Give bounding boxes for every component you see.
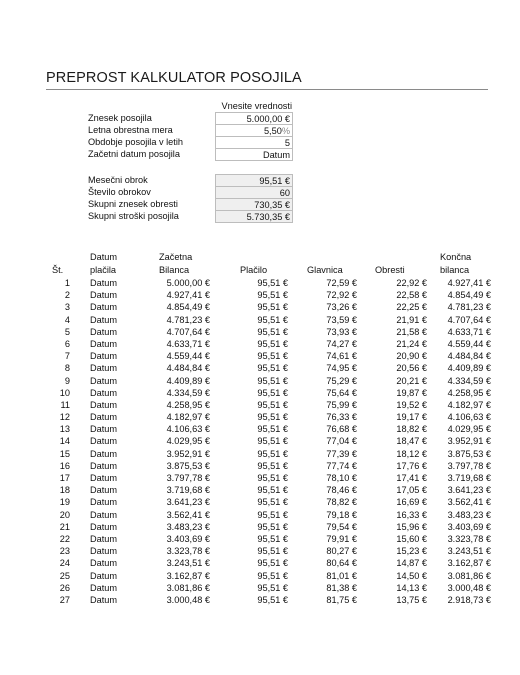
payment-date-cell: Datum	[90, 546, 118, 557]
input-row-interest-rate	[88, 124, 294, 136]
principal-cell: 79,91 €	[326, 533, 357, 544]
row-number-cell: 20	[59, 509, 70, 520]
payment-date-cell: Datum	[90, 521, 118, 532]
row-number-cell: 25	[59, 570, 70, 581]
input-label: Letna obrestna mera	[88, 125, 173, 135]
row-number-cell: 18	[59, 485, 70, 496]
starting-balance-cell: 3.403,69 €	[166, 533, 210, 544]
payment-cell: 95,51 €	[257, 424, 288, 435]
total-interest-value: 730,35 €	[215, 198, 293, 210]
table-row	[46, 350, 491, 362]
payment-cell: 95,51 €	[257, 570, 288, 581]
payment-cell: 95,51 €	[257, 582, 288, 593]
starting-balance-cell: 4.409,89 €	[166, 375, 210, 386]
payment-cell: 95,51 €	[257, 509, 288, 520]
table-body	[46, 277, 491, 606]
interest-cell: 20,90 €	[396, 351, 427, 362]
starting-balance-cell: 4.707,64 €	[166, 326, 210, 337]
ending-balance-cell: 4.409,89 €	[447, 363, 491, 374]
principal-cell: 79,54 €	[326, 521, 357, 532]
interest-cell: 19,52 €	[396, 399, 427, 410]
interest-cell: 18,82 €	[396, 424, 427, 435]
table-row	[46, 326, 491, 338]
row-number-cell: 7	[64, 351, 70, 362]
table-row	[46, 484, 491, 496]
ending-balance-cell: 3.323,78 €	[447, 533, 491, 544]
payment-date-cell: Datum	[90, 533, 118, 544]
summary-label: Število obrokov	[88, 187, 151, 197]
interest-cell: 15,96 €	[396, 521, 427, 532]
header-koncna-bilanca: bilanca	[440, 265, 470, 275]
summary-row-monthly-payment	[88, 174, 294, 186]
input-row-loan-years	[88, 136, 294, 148]
payment-cell: 95,51 €	[257, 436, 288, 447]
ending-balance-cell: 4.484,84 €	[447, 351, 491, 362]
table-row	[46, 399, 491, 411]
principal-cell: 72,92 €	[326, 290, 357, 301]
principal-cell: 74,27 €	[326, 338, 357, 349]
starting-balance-cell: 4.484,84 €	[166, 363, 210, 374]
ending-balance-cell: 4.707,64 €	[447, 314, 491, 325]
input-label: Obdobje posojila v letih	[88, 137, 183, 147]
ending-balance-cell: 4.334,59 €	[447, 375, 491, 386]
percent-symbol: %	[281, 126, 290, 136]
payment-date-cell: Datum	[90, 338, 118, 349]
title-divider	[46, 89, 488, 90]
starting-balance-cell: 3.797,78 €	[166, 473, 210, 483]
summary-row-total-interest	[88, 198, 294, 210]
table-row	[46, 496, 491, 508]
payment-cell: 95,51 €	[257, 302, 288, 313]
principal-cell: 77,04 €	[326, 436, 357, 447]
interest-cell: 18,47 €	[396, 436, 427, 447]
row-number-cell: 24	[59, 558, 70, 569]
principal-cell: 80,27 €	[326, 546, 357, 557]
starting-balance-cell: 3.483,23 €	[166, 521, 210, 532]
inputs-header: Vnesite vrednosti	[221, 101, 292, 111]
payment-cell: 95,51 €	[257, 375, 288, 386]
input-row-loan-amount	[88, 112, 294, 124]
principal-cell: 73,93 €	[326, 326, 357, 337]
principal-cell: 81,01 €	[326, 570, 357, 581]
summary-row-total-cost	[88, 210, 294, 222]
payment-cell: 95,51 €	[257, 546, 288, 557]
table-row	[46, 545, 491, 557]
payment-date-cell: Datum	[90, 363, 118, 374]
table-row	[46, 338, 491, 350]
interest-cell: 14,87 €	[396, 558, 427, 569]
payment-count-value: 60	[215, 186, 293, 198]
header-placilo: Plačilo	[240, 265, 268, 275]
payment-date-cell: Datum	[90, 436, 118, 447]
interest-rate-field[interactable]	[215, 124, 293, 136]
starting-balance-cell: 3.243,51 €	[166, 558, 210, 569]
header-glavnica: Glavnica	[307, 265, 343, 275]
page-title: PREPROST KALKULATOR POSOJILA	[46, 70, 302, 86]
table-row	[46, 448, 491, 460]
interest-cell: 21,58 €	[396, 326, 427, 337]
row-number-cell: 14	[59, 436, 70, 447]
interest-rate-value: 5,50	[263, 126, 282, 136]
payment-cell: 95,51 €	[257, 278, 288, 288]
payment-cell: 95,51 €	[257, 521, 288, 532]
starting-balance-cell: 3.641,23 €	[166, 497, 210, 508]
starting-balance-cell: 3.952,91 €	[166, 448, 210, 459]
starting-balance-cell: 4.633,71 €	[166, 338, 210, 349]
table-row	[46, 460, 491, 472]
principal-cell: 81,75 €	[326, 594, 357, 605]
row-number-cell: 4	[64, 314, 70, 325]
row-number-cell: 17	[59, 473, 70, 483]
row-number-cell: 2	[64, 290, 70, 301]
payment-cell: 95,51 €	[257, 460, 288, 471]
monthly-payment-value: 95,51 €	[215, 174, 293, 186]
ending-balance-cell: 3.243,51 €	[447, 546, 491, 557]
row-number-cell: 12	[59, 412, 70, 423]
starting-balance-cell: 4.334,59 €	[166, 387, 210, 398]
payment-cell: 95,51 €	[257, 412, 288, 423]
row-number-cell: 5	[64, 326, 70, 337]
row-number-cell: 6	[64, 338, 70, 349]
loan-years-field[interactable]: 5	[215, 136, 293, 148]
interest-cell: 14,50 €	[396, 570, 427, 581]
table-row	[46, 314, 491, 326]
starting-balance-cell: 5.000,00 €	[166, 278, 210, 288]
header-koncna: Končna	[440, 252, 472, 262]
start-date-field[interactable]: Datum	[215, 148, 293, 161]
payment-cell: 95,51 €	[257, 558, 288, 569]
table-row	[46, 387, 491, 399]
interest-cell: 22,25 €	[396, 302, 427, 313]
payment-cell: 95,51 €	[257, 594, 288, 605]
payment-date-cell: Datum	[90, 509, 118, 520]
interest-cell: 15,60 €	[396, 533, 427, 544]
principal-cell: 75,64 €	[326, 387, 357, 398]
principal-cell: 73,59 €	[326, 314, 357, 325]
starting-balance-cell: 3.323,78 €	[166, 546, 210, 557]
ending-balance-cell: 3.483,23 €	[447, 509, 491, 520]
interest-cell: 22,58 €	[396, 290, 427, 301]
interest-cell: 19,17 €	[396, 412, 427, 423]
starting-balance-cell: 3.719,68 €	[166, 485, 210, 496]
interest-cell: 20,21 €	[396, 375, 427, 386]
payment-date-cell: Datum	[90, 290, 118, 301]
principal-cell: 74,61 €	[326, 351, 357, 362]
input-label: Začetni datum posojila	[88, 149, 180, 159]
row-number-cell: 27	[59, 594, 70, 605]
interest-cell: 13,75 €	[396, 594, 427, 605]
payment-date-cell: Datum	[90, 485, 118, 496]
interest-cell: 15,23 €	[396, 546, 427, 557]
ending-balance-cell: 4.029,95 €	[447, 424, 491, 435]
payment-date-cell: Datum	[90, 314, 118, 325]
payment-date-cell: Datum	[90, 326, 118, 337]
principal-cell: 72,59 €	[326, 278, 357, 288]
ending-balance-cell: 4.559,44 €	[447, 338, 491, 349]
table-row	[46, 509, 491, 521]
table-row	[46, 435, 491, 447]
starting-balance-cell: 4.029,95 €	[166, 436, 210, 447]
payment-cell: 95,51 €	[257, 351, 288, 362]
payment-date-cell: Datum	[90, 302, 118, 313]
table-row	[46, 289, 491, 301]
principal-cell: 76,68 €	[326, 424, 357, 435]
row-number-cell: 15	[59, 448, 70, 459]
interest-cell: 17,05 €	[396, 485, 427, 496]
ending-balance-cell: 3.719,68 €	[447, 473, 491, 483]
ending-balance-cell: 4.854,49 €	[447, 290, 491, 301]
interest-cell: 19,87 €	[396, 387, 427, 398]
ending-balance-cell: 3.162,87 €	[447, 558, 491, 569]
interest-cell: 14,13 €	[396, 582, 427, 593]
principal-cell: 76,33 €	[326, 412, 357, 423]
row-number-cell: 10	[59, 387, 70, 398]
table-row	[46, 362, 491, 374]
payment-date-cell: Datum	[90, 448, 118, 459]
summary-label: Mesečni obrok	[88, 175, 148, 185]
row-number-cell: 13	[59, 424, 70, 435]
ending-balance-cell: 3.797,78 €	[447, 460, 491, 471]
input-label: Znesek posojila	[88, 113, 152, 123]
payment-cell: 95,51 €	[257, 326, 288, 337]
principal-cell: 75,29 €	[326, 375, 357, 386]
table-row	[46, 570, 491, 582]
table-row	[46, 594, 491, 606]
total-cost-value: 5.730,35 €	[215, 210, 293, 223]
row-number-cell: 22	[59, 533, 70, 544]
principal-cell: 77,74 €	[326, 460, 357, 471]
payment-date-cell: Datum	[90, 424, 118, 435]
starting-balance-cell: 4.781,23 €	[166, 314, 210, 325]
ending-balance-cell: 3.641,23 €	[447, 485, 491, 496]
payment-cell: 95,51 €	[257, 473, 288, 483]
payment-date-cell: Datum	[90, 412, 118, 423]
interest-cell: 20,56 €	[396, 363, 427, 374]
payment-cell: 95,51 €	[257, 290, 288, 301]
payment-cell: 95,51 €	[257, 387, 288, 398]
table-row	[46, 423, 491, 435]
ending-balance-cell: 3.562,41 €	[447, 497, 491, 508]
starting-balance-cell: 4.258,95 €	[166, 399, 210, 410]
payment-date-cell: Datum	[90, 375, 118, 386]
row-number-cell: 11	[60, 399, 70, 410]
ending-balance-cell: 4.258,95 €	[447, 387, 491, 398]
payment-date-cell: Datum	[90, 582, 118, 593]
table-row	[46, 582, 491, 594]
table-row	[46, 533, 491, 545]
principal-cell: 77,39 €	[326, 448, 357, 459]
principal-cell: 78,82 €	[326, 497, 357, 508]
interest-cell: 18,12 €	[396, 448, 427, 459]
payment-date-cell: Datum	[90, 387, 118, 398]
payment-cell: 95,51 €	[257, 497, 288, 508]
header-datum: Datum	[90, 252, 118, 262]
payment-cell: 95,51 €	[257, 448, 288, 459]
payment-cell: 95,51 €	[257, 399, 288, 410]
summary-section	[88, 174, 294, 222]
interest-cell: 22,92 €	[396, 278, 427, 288]
interest-cell: 21,91 €	[396, 314, 427, 325]
table-row	[46, 521, 491, 533]
row-number-cell: 1	[64, 278, 70, 288]
header-st: Št.	[52, 265, 64, 275]
payment-date-cell: Datum	[90, 497, 118, 508]
starting-balance-cell: 4.106,63 €	[166, 424, 210, 435]
starting-balance-cell: 3.081,86 €	[166, 582, 210, 593]
payment-cell: 95,51 €	[257, 533, 288, 544]
table-row	[46, 557, 491, 569]
principal-cell: 74,95 €	[326, 363, 357, 374]
amortization-table	[46, 251, 491, 606]
principal-cell: 80,64 €	[326, 558, 357, 569]
starting-balance-cell: 4.927,41 €	[166, 290, 210, 301]
row-number-cell: 26	[59, 582, 70, 593]
header-bilanca: Bilanca	[159, 265, 190, 275]
payment-cell: 95,51 €	[257, 338, 288, 349]
ending-balance-cell: 3.000,48 €	[447, 582, 491, 593]
interest-cell: 21,24 €	[396, 338, 427, 349]
ending-balance-cell: 3.875,53 €	[447, 448, 491, 459]
input-row-start-date	[88, 148, 294, 160]
row-number-cell: 23	[59, 546, 70, 557]
payment-cell: 95,51 €	[257, 363, 288, 374]
ending-balance-cell: 4.106,63 €	[447, 412, 491, 423]
summary-label: Skupni stroški posojila	[88, 211, 179, 221]
interest-cell: 17,76 €	[396, 460, 427, 471]
row-number-cell: 9	[64, 375, 70, 386]
row-number-cell: 3	[64, 302, 70, 313]
starting-balance-cell: 4.854,49 €	[166, 302, 210, 313]
starting-balance-cell: 4.559,44 €	[166, 351, 210, 362]
row-number-cell: 16	[59, 460, 70, 471]
ending-balance-cell: 4.182,97 €	[447, 399, 491, 410]
ending-balance-cell: 2.918,73 €	[447, 594, 491, 605]
principal-cell: 81,38 €	[326, 582, 357, 593]
table-row	[46, 375, 491, 387]
table-row	[46, 277, 491, 289]
payment-cell: 95,51 €	[257, 314, 288, 325]
payment-date-cell: Datum	[90, 570, 118, 581]
payment-date-cell: Datum	[90, 460, 118, 471]
principal-cell: 78,46 €	[326, 485, 357, 496]
principal-cell: 75,99 €	[326, 399, 357, 410]
ending-balance-cell: 4.927,41 €	[447, 278, 491, 288]
ending-balance-cell: 3.403,69 €	[447, 521, 491, 532]
row-number-cell: 21	[59, 521, 70, 532]
ending-balance-cell: 3.081,86 €	[447, 570, 491, 581]
table-row	[46, 411, 491, 423]
row-number-cell: 19	[59, 497, 70, 508]
summary-label: Skupni znesek obresti	[88, 199, 178, 209]
starting-balance-cell: 3.162,87 €	[166, 570, 210, 581]
starting-balance-cell: 4.182,97 €	[166, 412, 210, 423]
payment-date-cell: Datum	[90, 473, 118, 483]
starting-balance-cell: 3.000,48 €	[166, 594, 210, 605]
table-row	[46, 472, 491, 484]
payment-date-cell: Datum	[90, 278, 118, 288]
principal-cell: 73,26 €	[326, 302, 357, 313]
header-placila: plačila	[90, 265, 117, 275]
interest-cell: 17,41 €	[396, 473, 427, 483]
interest-cell: 16,69 €	[396, 497, 427, 508]
row-number-cell: 8	[64, 363, 70, 374]
starting-balance-cell: 3.562,41 €	[166, 509, 210, 520]
table-header	[46, 251, 488, 277]
payment-cell: 95,51 €	[257, 485, 288, 496]
ending-balance-cell: 4.781,23 €	[447, 302, 491, 313]
loan-amount-field[interactable]: 5.000,00 €	[215, 112, 293, 124]
summary-row-payment-count	[88, 186, 294, 198]
starting-balance-cell: 3.875,53 €	[166, 460, 210, 471]
principal-cell: 78,10 €	[326, 473, 357, 483]
interest-cell: 16,33 €	[396, 509, 427, 520]
ending-balance-cell: 3.952,91 €	[447, 436, 491, 447]
table-row	[46, 301, 491, 313]
header-obresti: Obresti	[375, 265, 405, 275]
header-zacetna: Začetna	[159, 252, 193, 262]
payment-date-cell: Datum	[90, 399, 118, 410]
payment-date-cell: Datum	[90, 594, 118, 605]
inputs-section	[88, 112, 294, 160]
payment-date-cell: Datum	[90, 351, 118, 362]
principal-cell: 79,18 €	[326, 509, 357, 520]
ending-balance-cell: 4.633,71 €	[447, 326, 491, 337]
payment-date-cell: Datum	[90, 558, 118, 569]
